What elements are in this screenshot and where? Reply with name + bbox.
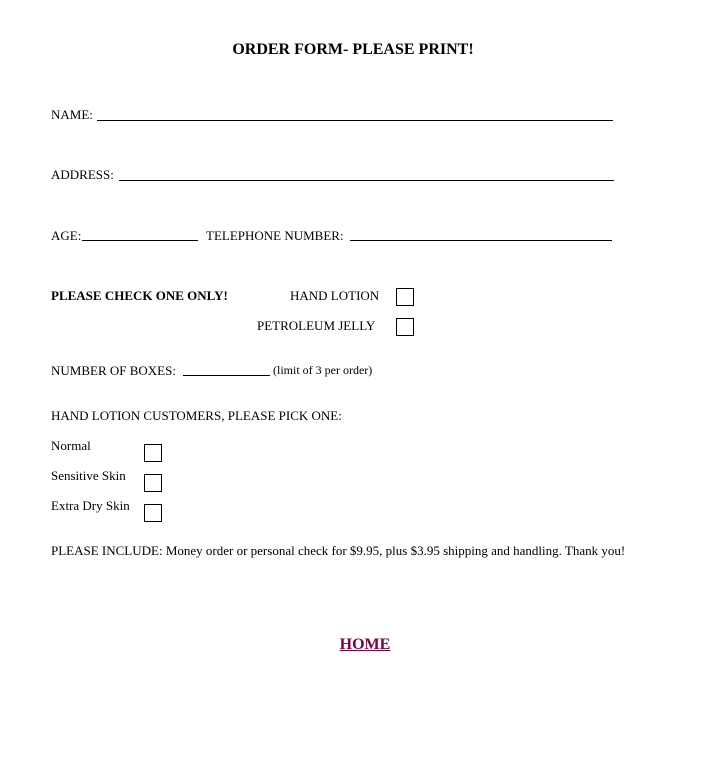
number-of-boxes-label: NUMBER OF BOXES: — [51, 363, 176, 378]
sensitive-skin-checkbox[interactable] — [144, 474, 162, 492]
name-field-line[interactable] — [97, 120, 613, 121]
product-choice-prompt: PLEASE CHECK ONE ONLY! — [51, 288, 228, 303]
sensitive-skin-label: Sensitive Skin — [51, 468, 126, 483]
skin-choice-prompt: HAND LOTION CUSTOMERS, PLEASE PICK ONE: — [51, 408, 342, 423]
address-field-line[interactable] — [119, 180, 614, 181]
hand-lotion-label: HAND LOTION — [290, 288, 380, 303]
payment-instructions: PLEASE INCLUDE: Money order or personal check for $9.95, plus $3.95 shipping and handling. Thank you! — [51, 543, 626, 558]
extra-dry-skin-checkbox[interactable] — [144, 504, 162, 522]
normal-label: Normal — [51, 438, 91, 453]
hand-lotion-checkbox[interactable] — [396, 288, 414, 306]
petroleum-jelly-checkbox[interactable] — [396, 318, 414, 336]
telephone-label: TELEPHONE NUMBER: — [206, 228, 344, 243]
home-link-container — [0, 636, 710, 654]
extra-dry-skin-label: Extra Dry Skin — [51, 498, 130, 513]
age-field-line[interactable] — [82, 240, 198, 241]
home-link[interactable]: HOME — [339, 636, 391, 653]
normal-checkbox[interactable] — [144, 444, 162, 462]
boxes-limit-note: (limit of 3 per order) — [273, 363, 373, 377]
page-title: ORDER FORM- PLEASE PRINT! — [232, 41, 474, 58]
telephone-field-line[interactable] — [350, 240, 612, 241]
age-label: AGE: — [51, 228, 82, 243]
petroleum-jelly-label: PETROLEUM JELLY — [257, 318, 376, 333]
name-label: NAME: — [51, 107, 93, 122]
number-of-boxes-field-line[interactable] — [183, 375, 270, 376]
address-label: ADDRESS: — [51, 167, 114, 182]
